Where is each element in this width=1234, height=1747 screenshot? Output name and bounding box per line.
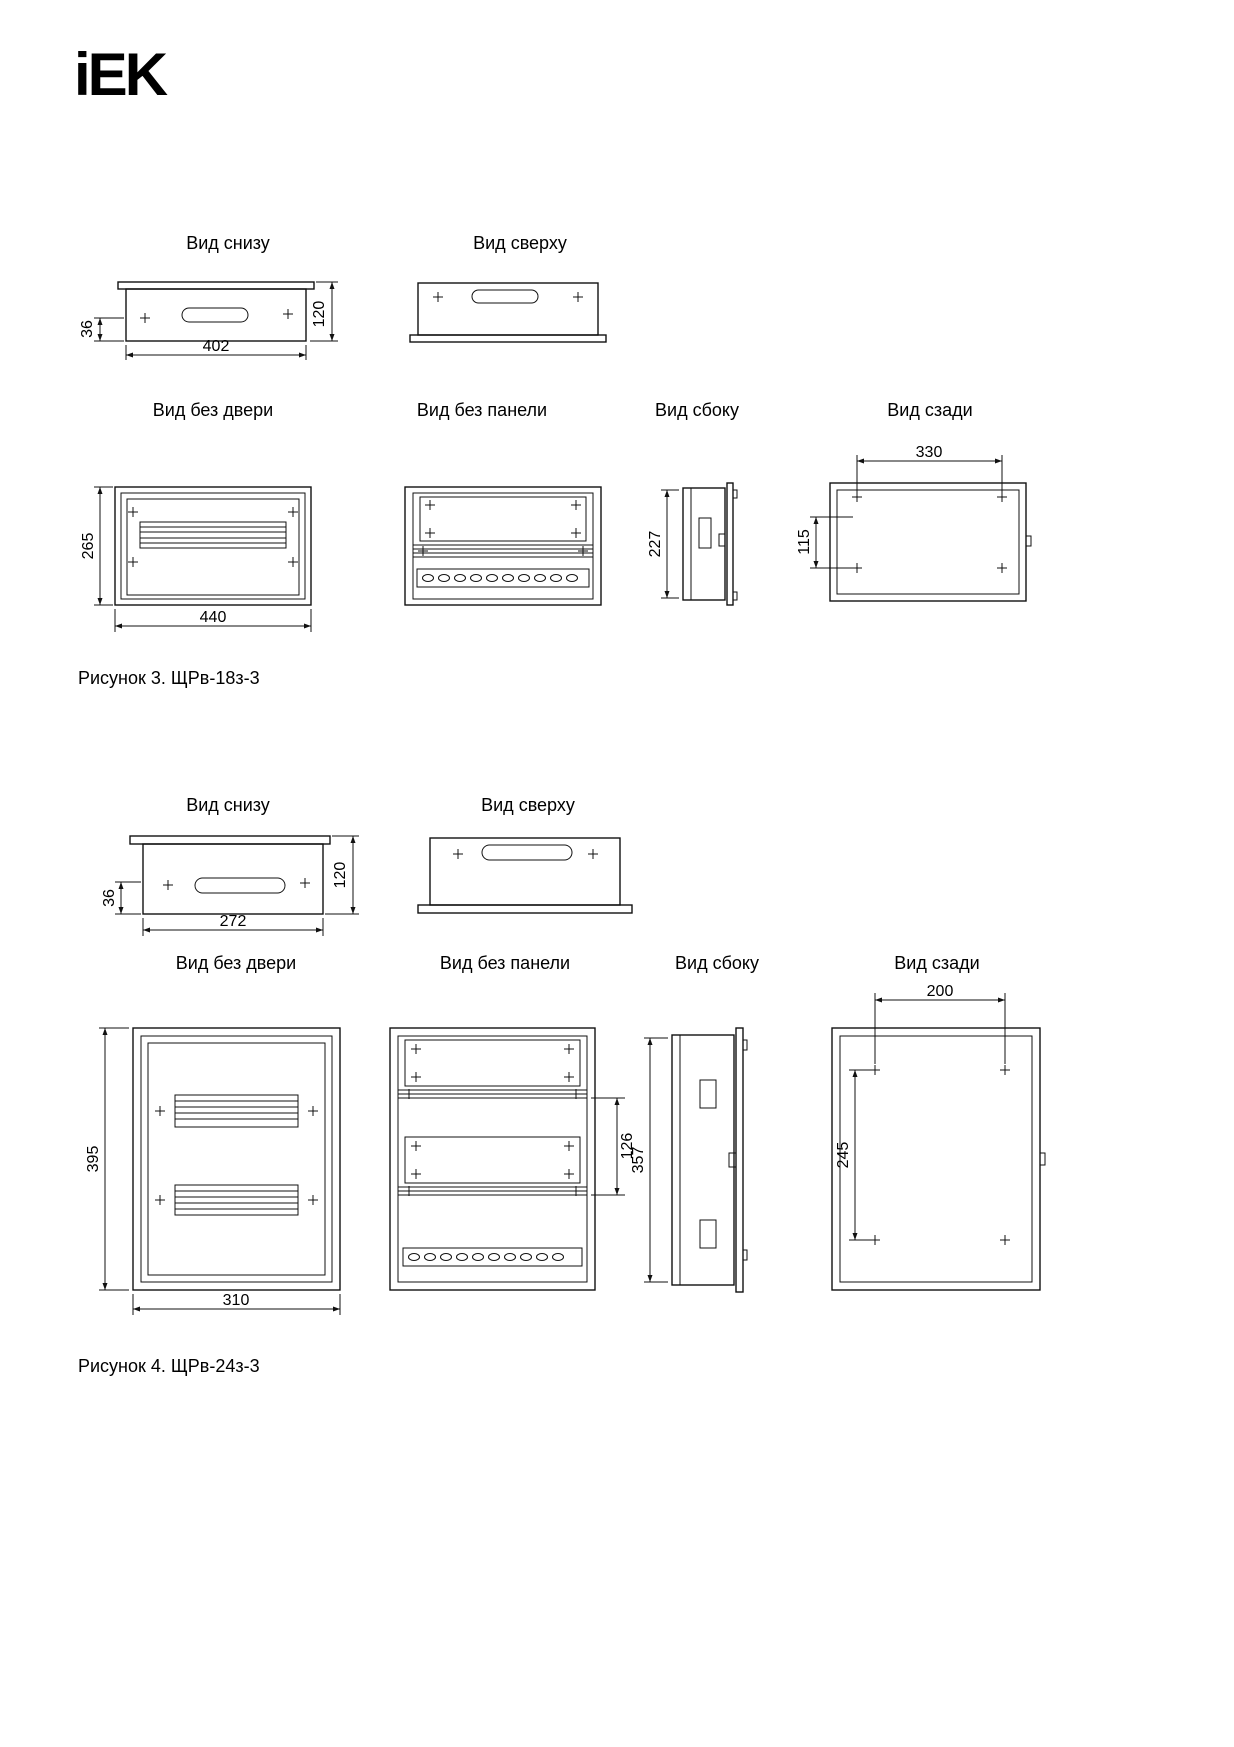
- enclosure-outline: [830, 483, 1026, 601]
- screw-marks: [140, 309, 293, 323]
- din-rail: [413, 545, 593, 557]
- side-slot-2: [700, 1220, 716, 1248]
- cable-slot: [482, 845, 572, 860]
- dimension-36: [79, 318, 124, 341]
- iek-logo: iEK: [74, 41, 166, 108]
- screw-marks: [453, 849, 598, 859]
- side-slot: [699, 518, 711, 548]
- mounting-screw-marks: [870, 1065, 1010, 1245]
- dim-label-115: 115: [796, 529, 813, 555]
- fig4-title-rear-view: Вид сзади: [894, 953, 980, 973]
- fig4-front-view-drawing: [85, 1010, 395, 1340]
- fig3-caption: Рисунок 3. ЩРв-18з-3: [78, 668, 260, 688]
- cable-slot: [472, 290, 538, 303]
- dimension-120: [310, 282, 338, 341]
- fig4-title-panel-view: Вид без панели: [439, 953, 571, 973]
- mounting-screw-marks: [852, 492, 1007, 573]
- cable-entry-row: [417, 569, 589, 587]
- dim-label-402: 402: [202, 338, 230, 355]
- dim-label-200: 200: [926, 983, 954, 1000]
- enclosure-outline: [683, 483, 737, 605]
- fig3-top-view-drawing: [400, 268, 650, 358]
- screw-marks: [155, 1106, 318, 1205]
- latch-detail: [1026, 536, 1031, 546]
- dimension-272: [143, 913, 323, 936]
- dimension-440: [115, 609, 311, 632]
- fig4-title-bottom-view: Вид снизу: [186, 795, 270, 815]
- enclosure-outline: [418, 838, 632, 913]
- fig4-title-side-view: Вид сбоку: [675, 953, 759, 973]
- enclosure-outline: [130, 836, 330, 914]
- fig4-top-view-drawing: [405, 820, 655, 925]
- din-module-aperture-1: [175, 1095, 298, 1127]
- enclosure-outline: [118, 282, 314, 341]
- dim-label-227: 227: [647, 530, 664, 558]
- enclosure-outline: [390, 1028, 595, 1290]
- fig3-title-panel-view: Вид без панели: [416, 400, 548, 420]
- dim-label-120: 120: [332, 861, 349, 889]
- din-module-aperture: [140, 522, 286, 548]
- latch-detail: [729, 1153, 736, 1167]
- fig3-title-top-view: Вид сверху: [473, 233, 567, 253]
- mounting-row-1: [398, 1040, 587, 1099]
- fig3-rear-view-drawing: [788, 440, 1060, 620]
- fig4-title-front-view: Вид без двери: [175, 953, 297, 973]
- screw-marks: [433, 292, 583, 302]
- latch-detail: [1040, 1153, 1045, 1165]
- din-module-aperture-2: [175, 1185, 298, 1215]
- dim-label-120: 120: [311, 300, 328, 328]
- fig3-title-side-view: Вид сбоку: [655, 400, 739, 420]
- dim-label-440: 440: [199, 609, 227, 626]
- fig4-title-top-view: Вид сверху: [481, 795, 575, 815]
- screw-marks: [128, 507, 298, 567]
- fig4-bottom-view-drawing: [95, 820, 385, 950]
- dim-label-272: 272: [219, 913, 247, 930]
- enclosure-outline: [115, 487, 311, 605]
- fig3-side-view-drawing: [645, 470, 765, 620]
- dim-label-126: 126: [619, 1132, 636, 1160]
- dimension-310: [133, 1292, 340, 1315]
- fig4-panel-view-drawing: [375, 1010, 665, 1340]
- dim-label-330: 330: [915, 444, 943, 461]
- dim-label-36: 36: [101, 889, 118, 907]
- fig4-rear-view-drawing: [795, 975, 1085, 1345]
- fig3-title-rear-view: Вид сзади: [887, 400, 973, 420]
- dimension-115: [796, 517, 853, 568]
- fig3-front-view-drawing: [80, 470, 360, 650]
- latch-detail: [719, 534, 725, 546]
- dim-label-310: 310: [222, 1292, 250, 1309]
- fig3-title-bottom-view: Вид снизу: [186, 233, 270, 253]
- dimension-227: [647, 490, 679, 598]
- fig3-title-front-view: Вид без двери: [152, 400, 274, 420]
- dimension-395: [85, 1028, 129, 1290]
- cable-slot: [182, 308, 248, 322]
- dim-label-357: 357: [630, 1146, 647, 1174]
- dim-label-395: 395: [85, 1145, 102, 1173]
- dimension-36: [101, 882, 141, 914]
- dimension-200: [875, 983, 1005, 1064]
- fig3-bottom-view-drawing: [70, 268, 370, 378]
- cable-entry-row: [403, 1248, 582, 1266]
- screw-marks: [163, 878, 310, 890]
- dim-label-265: 265: [80, 532, 97, 560]
- dim-label-36: 36: [79, 320, 96, 338]
- dimension-330: [857, 444, 1002, 493]
- dimension-265: [80, 487, 113, 605]
- mounting-plate: [420, 497, 586, 541]
- dim-label-245: 245: [835, 1141, 852, 1169]
- fig4-side-view-drawing: [630, 1010, 770, 1340]
- plate-screw-marks: [425, 500, 581, 538]
- cable-slot: [195, 878, 285, 893]
- fig3-panel-view-drawing: [390, 470, 620, 615]
- side-slot-1: [700, 1080, 716, 1108]
- enclosure-outline: [832, 1028, 1040, 1290]
- enclosure-outline: [410, 283, 606, 342]
- dimension-357: [630, 1038, 668, 1282]
- fig4-caption: Рисунок 4. ЩРв-24з-3: [78, 1356, 260, 1376]
- dimension-120: [325, 836, 359, 914]
- mounting-row-2: [398, 1137, 587, 1196]
- enclosure-outline: [133, 1028, 340, 1290]
